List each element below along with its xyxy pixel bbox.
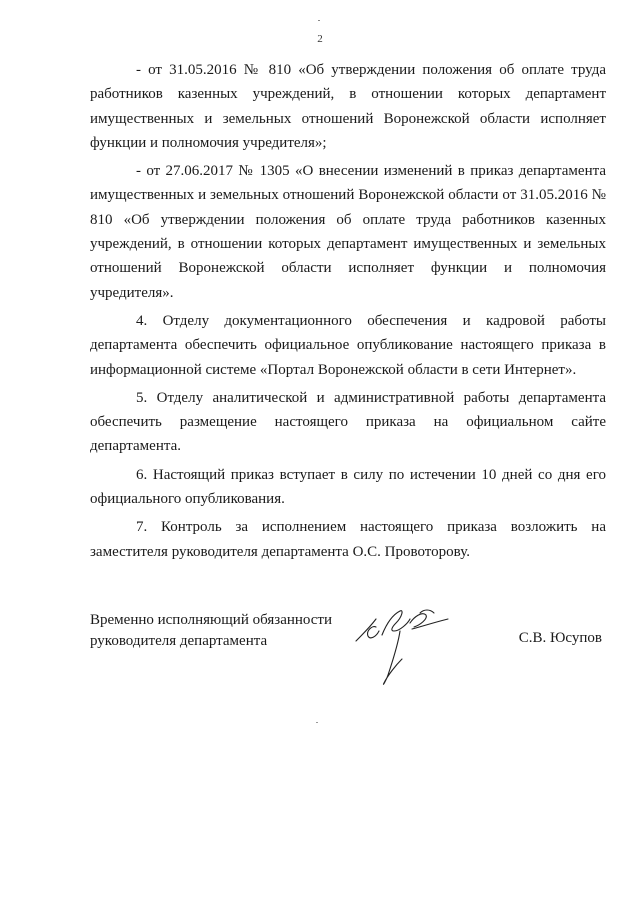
page-number: 2: [317, 33, 323, 45]
paragraph-order-1305: - от 27.06.2017 № 1305 «О внесении изменений в приказ департамента имущественных и земельных отношений Воронежской области от 31.05.2016 № 810 «Об утверждении положения об оплате труда работников казенных учреждений, в отношении которых департамент имущественных и земельных отношений Воронежской области исполняет функции и полномочия учредителя».: [90, 163, 606, 301]
signer-title-line-2: руководителя департамента: [90, 633, 268, 649]
scan-speck: [318, 20, 320, 21]
paragraph-order-810: - от 31.05.2016 № 810 «Об утверждении положения об оплате труда работников казенных учреждений, в отношении которых департамент имущественных и земельных отношений Воронежской области исполняет функции и полномочия учредителя»;: [90, 62, 606, 151]
signer-title: [90, 610, 332, 652]
scan-speck: [316, 722, 318, 723]
paragraph-item-6: 6. Настоящий приказ вступает в силу по истечении 10 дней со дня его официального опубликования.: [90, 466, 606, 508]
paragraph-item-7: 7. Контроль за исполнением настоящего приказа возложить на заместителя руководителя департамента О.С. Провоторову.: [90, 519, 606, 560]
paragraph-item-4: 4. Отделу документационного обеспечения и кадровой работы департамента обеспечить официальное опубликование настоящего приказа в информационной системе «Портал Воронежской области в сети Интернет».: [90, 312, 606, 378]
signer-name: С.В. Юсупов: [518, 630, 602, 646]
signature-block: [90, 610, 606, 700]
document-body: [90, 58, 606, 564]
paragraph-item-5: 5. Отделу аналитической и административной работы департамента обеспечить размещение настоящего приказа на официальном сайте департамента.: [90, 389, 606, 455]
signer-title-line-1: Временно исполняющий обязанности: [90, 612, 333, 628]
handwritten-signature: [352, 605, 452, 690]
